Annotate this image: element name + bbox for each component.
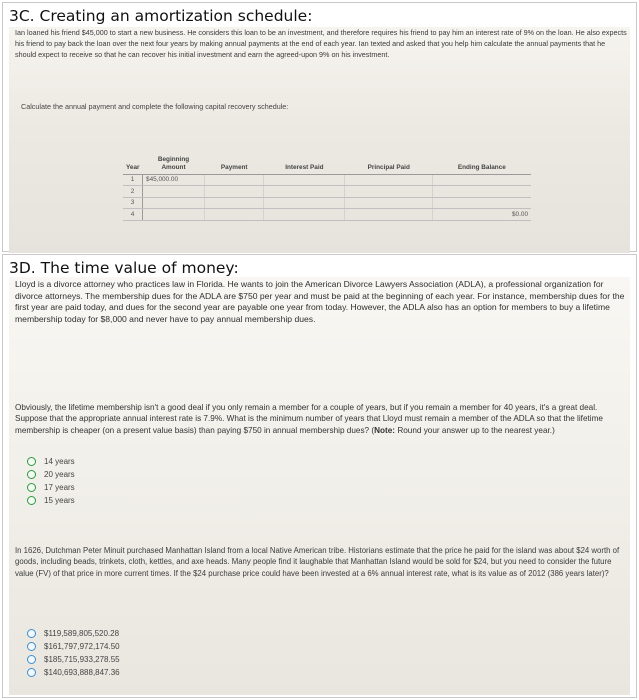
header-payment: Payment (205, 140, 264, 174)
radio-button-icon[interactable] (27, 668, 36, 677)
section-3d-photo (9, 277, 630, 695)
option-label: 20 years (44, 470, 75, 479)
year-cell: 4 (123, 209, 143, 221)
option-label: $161,797,972,174.50 (44, 642, 120, 651)
answer-option[interactable] (27, 468, 75, 481)
year-cell: 1 (123, 174, 143, 186)
loan-problem-text: Ian loaned his friend $45,000 to start a new business. He considers this loan to be an investment, and therefore requires his friend to pay him an interest rate of 9% on the loan. He also expects his friend to pay back the loan over the next four years by making annual payments at the end of each year. Ian texted and asked that you help him calculate the annual payments that he should expect to receive so that he can recover his initial investment and earn the agreed-upon 9% on his investment. (15, 28, 627, 59)
payment-cell[interactable] (205, 209, 264, 221)
ending-balance-cell[interactable] (433, 197, 531, 209)
payment-cell[interactable] (205, 197, 264, 209)
answer-option[interactable] (27, 640, 120, 653)
note-text: Round your answer up to the nearest year. (397, 425, 553, 435)
beginning-amount-cell[interactable] (143, 197, 205, 209)
interest-cell[interactable] (264, 197, 345, 209)
section-3c-photo (9, 27, 630, 253)
table-row (123, 209, 531, 221)
adla-question-text: Obviously, the lifetime membership isn't a good deal if you only remain a member for a couple of years, but if you remain a member for 40 years, it's a great deal. Suppose that the appropriate annual interest rate is 7.9%. What is the minimum number of years that Lloyd must remain a member of the ADLA so that the lifetime membership is cheaper (on a present value basis) than paying $750 in annual membership dues? (Note: Round your answer up to the nearest year.) (15, 403, 603, 435)
radio-button-icon[interactable] (27, 483, 36, 492)
ending-balance-cell: $0.00 (433, 209, 531, 221)
option-label: 14 years (44, 457, 75, 466)
adla-intro-text: Lloyd is a divorce attorney who practices law in Florida. He wants to join the American Divorce Lawyers Association (ADLA), a professional organization for divorce attorneys. The membership dues for the ADLA are $750 per year and must be paid at the beginning of each year. For instance, membership dues for the first year are paid today, and dues for the second year are payable one year from today. However, the ADLA also has an option for members to buy a lifetime membership today for $8,000 and never have to pay annual membership dues. (15, 279, 625, 324)
beginning-amount-cell: $45,000.00 (143, 174, 205, 186)
manhattan-question-text: In 1626, Dutchman Peter Minuit purchased Manhattan Island from a local Native American tribe. Historians estimate that the price he paid for the island was about $24 worth of goods, including beads, trinkets, cloth, kettles, and axe heads. Many people find it laughable that Manhattan Island would be sold for $24, but you need to consider the future value (FV) of that price in more current times. If the $24 purchase price could have been invested at a 6% annual interest rate, what is its value as of 2012 (386 years later)? (15, 546, 620, 578)
capital-recovery-schedule (123, 140, 531, 221)
option-label: $119,589,805,520.28 (44, 629, 120, 638)
answer-option[interactable] (27, 653, 120, 666)
header-year: Year (123, 140, 143, 174)
table-row (123, 197, 531, 209)
schedule-instruction: Calculate the annual payment and complete the following capital recovery schedule: (21, 102, 289, 111)
radio-button-icon[interactable] (27, 496, 36, 505)
option-label: 15 years (44, 496, 75, 505)
adla-answer-options (27, 455, 75, 507)
section-3c-panel (2, 2, 637, 252)
manhattan-answer-options (27, 627, 120, 679)
principal-cell[interactable] (345, 197, 433, 209)
ending-balance-cell[interactable] (433, 186, 531, 198)
radio-button-icon[interactable] (27, 457, 36, 466)
section-3d-title: 3D. The time value of money: (9, 259, 239, 277)
header-ending-balance: Ending Balance (433, 140, 531, 174)
payment-cell[interactable] (205, 174, 264, 186)
option-label: $140,693,888,847.36 (44, 668, 120, 677)
interest-cell[interactable] (264, 186, 345, 198)
table-row (123, 174, 531, 186)
principal-cell[interactable] (345, 186, 433, 198)
note-label: Note: (374, 425, 396, 435)
year-cell: 2 (123, 186, 143, 198)
radio-button-icon[interactable] (27, 655, 36, 664)
beginning-amount-cell[interactable] (143, 209, 205, 221)
section-3d-panel (2, 254, 637, 698)
radio-button-icon[interactable] (27, 629, 36, 638)
payment-cell[interactable] (205, 186, 264, 198)
radio-button-icon[interactable] (27, 642, 36, 651)
section-3c-title: 3C. Creating an amortization schedule: (9, 7, 313, 25)
answer-option[interactable] (27, 666, 120, 679)
radio-button-icon[interactable] (27, 470, 36, 479)
table-row (123, 186, 531, 198)
interest-cell[interactable] (264, 174, 345, 186)
adla-question-body: Obviously, the lifetime membership isn't a good deal if you only remain a member for a couple of years, but if you remain a member for 40 years, it's a great deal. Suppose that the appropriate annual interest rate is 7.9%. What is the minimum number of years that Lloyd must remain a member of the ADLA so that the lifetime membership is cheaper (on a present value basis) than paying $750 in annual membership dues? (15, 403, 603, 435)
header-interest-paid: Interest Paid (264, 140, 345, 174)
answer-option[interactable] (27, 455, 75, 468)
ending-balance-cell[interactable] (433, 174, 531, 186)
schedule-header-row (123, 140, 531, 174)
header-principal-paid: Principal Paid (345, 140, 433, 174)
answer-option[interactable] (27, 627, 120, 640)
header-beginning-amount: Beginning Amount (143, 140, 205, 174)
answer-option[interactable] (27, 481, 75, 494)
beginning-amount-cell[interactable] (143, 186, 205, 198)
year-cell: 3 (123, 197, 143, 209)
interest-cell[interactable] (264, 209, 345, 221)
option-label: 17 years (44, 483, 75, 492)
principal-cell[interactable] (345, 174, 433, 186)
answer-option[interactable] (27, 494, 75, 507)
option-label: $185,715,933,278.55 (44, 655, 120, 664)
principal-cell[interactable] (345, 209, 433, 221)
